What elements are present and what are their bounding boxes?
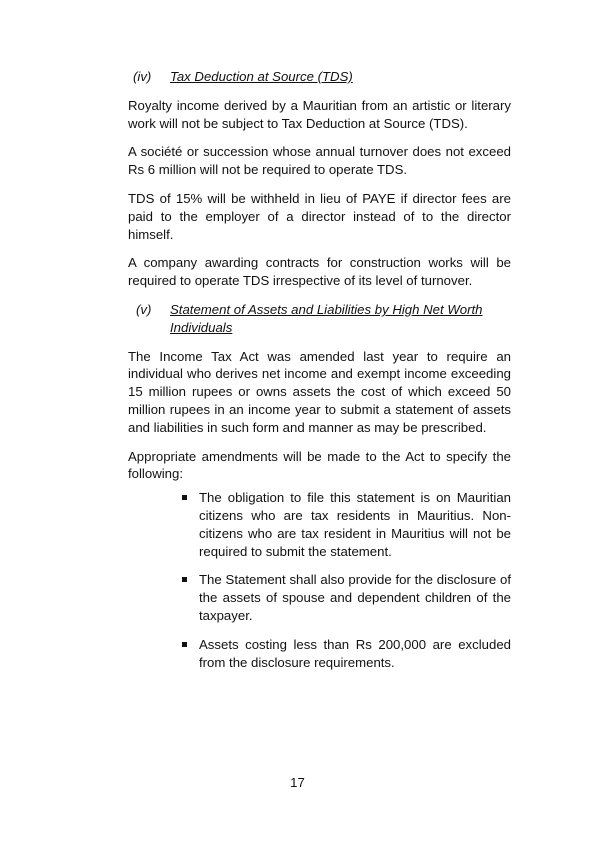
list-item-text: The obligation to file this statement is on Mauritian citizens who are tax residents in Mauritius. Non-citizens who are tax resident in Mauritius will not be required to submit the statement.: [199, 490, 511, 559]
section-number: (v): [136, 301, 152, 317]
paragraph-income-tax-act: The Income Tax Act was amended last year to require an individual who derives net income and exempt income exceeding 15 million rupees or owns assets the cost of which exceed 50 million rupees in an income year to submit a statement of assets and liabilities in such form and manner as may be prescribed.: [128, 348, 511, 435]
paragraph-amendments-intro: Appropriate amendments will be made to the Act to specify the following:: [128, 448, 511, 482]
paragraph-royalty-income: Royalty income derived by a Mauritian from an artistic or literary work will not be subject to Tax Deduction at Source (TDS).: [128, 97, 511, 131]
square-bullet-icon: [182, 642, 187, 647]
square-bullet-icon: [182, 577, 187, 582]
list-item: [178, 571, 511, 624]
list-item-text: The Statement shall also provide for the disclosure of the assets of spouse and dependent children of the taxpayer.: [199, 572, 511, 623]
section-number: (iv): [133, 69, 152, 84]
section-title: Tax Deduction at Source (TDS): [170, 69, 353, 84]
list-item: [178, 489, 511, 560]
section-title: Statement of Assets and Liabilities by High Net Worth Individuals: [170, 301, 483, 335]
list-item-text: Assets costing less than Rs 200,000 are excluded from the disclosure requirements.: [199, 636, 511, 670]
paragraph-societe-succession: A société or succession whose annual turnover does not exceed Rs 6 million will not be required to operate TDS.: [128, 144, 511, 178]
section-heading-assets-liabilities: [128, 301, 511, 337]
list-item: [178, 636, 511, 672]
amendments-list: [128, 489, 511, 671]
document-body: [128, 68, 511, 682]
paragraph-construction-contracts: A company awarding contracts for construction works will be required to operate TDS irrespective of its level of turnover.: [128, 255, 511, 289]
section-heading-tds: [128, 68, 511, 86]
square-bullet-icon: [182, 495, 187, 500]
page-number: 17: [290, 775, 305, 790]
paragraph-director-fees: TDS of 15% will be withheld in lieu of PAYE if director fees are paid to the employer of a director instead of to the director himself.: [128, 190, 511, 242]
